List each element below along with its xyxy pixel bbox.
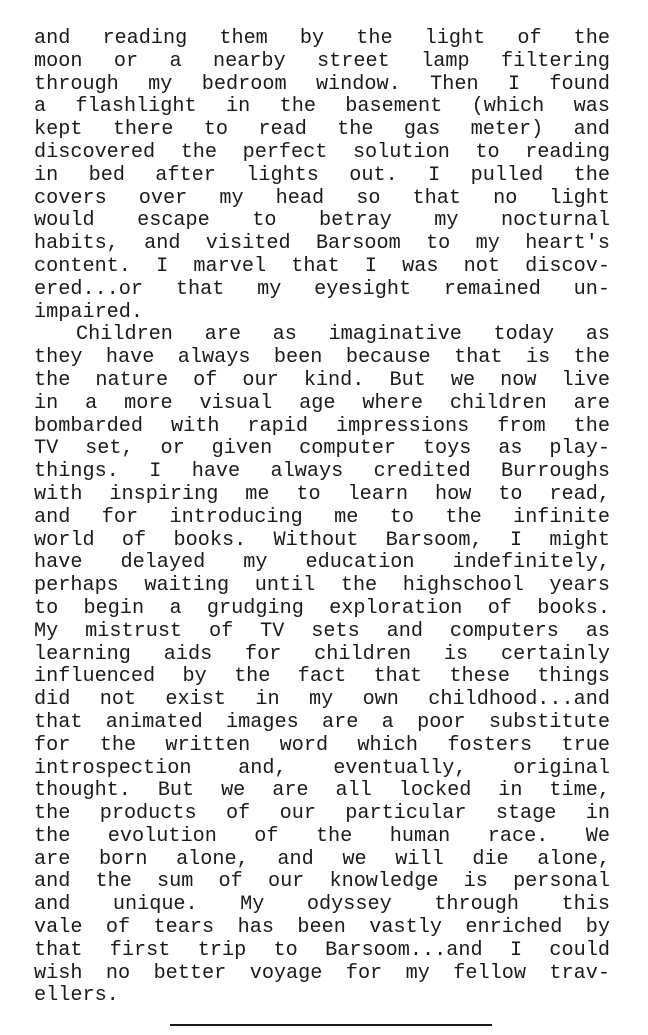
text-line: introspection and, eventually, original — [34, 756, 610, 780]
text-line: ellers. — [34, 984, 119, 1008]
text-line: kept there to read the gas meter) and — [34, 118, 610, 142]
text-line: My mistrust of TV sets and computers as — [34, 619, 610, 643]
text-line: vale of tears has been vastly enriched by — [34, 916, 610, 940]
text-line: impaired. — [34, 300, 144, 324]
text-line: Children are as imaginative today as — [76, 323, 610, 347]
text-line: in bed after lights out. I pulled the — [34, 163, 610, 187]
text-line: moon or a nearby street lamp filtering — [34, 49, 610, 73]
text-line: and the sum of our knowledge is personal — [34, 870, 610, 894]
section-divider-rule — [170, 1024, 492, 1026]
text-line: covers over my head so that no light — [34, 186, 610, 210]
text-line: in a more visual age where children are — [34, 391, 610, 415]
text-line: that first trip to Barsoom...and I could — [34, 938, 610, 962]
text-line: and unique. My odyssey through this — [34, 893, 610, 917]
text-line: through my bedroom window. Then I found — [34, 72, 610, 96]
text-line: a flashlight in the basement (which was — [34, 95, 610, 119]
text-line: have delayed my education indefinitely, — [34, 551, 610, 575]
text-line: world of books. Without Barsoom, I might — [34, 528, 610, 552]
text-line: and reading them by the light of the — [34, 27, 610, 50]
text-line: habits, and visited Barsoom to my heart's — [34, 232, 610, 256]
text-line: perhaps waiting until the highschool years — [34, 574, 610, 598]
text-line: influenced by the fact that these things — [34, 665, 610, 689]
text-line: to begin a grudging exploration of books. — [34, 596, 610, 620]
text-line: for the written word which fosters true — [34, 733, 610, 757]
text-line: the products of our particular stage in — [34, 802, 610, 826]
paragraph-2 — [34, 324, 610, 1008]
text-line: TV set, or given computer toys as play- — [34, 437, 610, 461]
text-line: are born alone, and we will die alone, — [34, 847, 610, 871]
text-line: and for introducing me to the infinite — [34, 505, 610, 529]
text-line: they have always been because that is the — [34, 346, 610, 370]
text-line: bombarded with rapid impressions from the — [34, 414, 610, 438]
text-line: that animated images are a poor substitute — [34, 710, 610, 734]
text-line: discovered the perfect solution to reading — [34, 140, 610, 164]
text-line: things. I have always credited Burroughs — [34, 460, 610, 484]
text-line: would escape to betray my nocturnal — [34, 209, 610, 233]
text-line: the evolution of the human race. We — [34, 824, 610, 848]
text-line: thought. But we are all locked in time, — [34, 779, 610, 803]
body-text — [34, 28, 610, 1008]
text-line: content. I marvel that I was not discov- — [34, 254, 610, 278]
text-line: wish no better voyage for my fellow trav- — [34, 961, 610, 985]
text-line: learning aids for children is certainly — [34, 642, 610, 666]
paragraph-1 — [34, 28, 610, 324]
text-line: with inspiring me to learn how to read, — [34, 482, 610, 506]
text-line: the nature of our kind. But we now live — [34, 368, 610, 392]
text-line: ered...or that my eyesight remained un- — [34, 277, 610, 301]
text-line: did not exist in my own childhood...and — [34, 688, 610, 712]
